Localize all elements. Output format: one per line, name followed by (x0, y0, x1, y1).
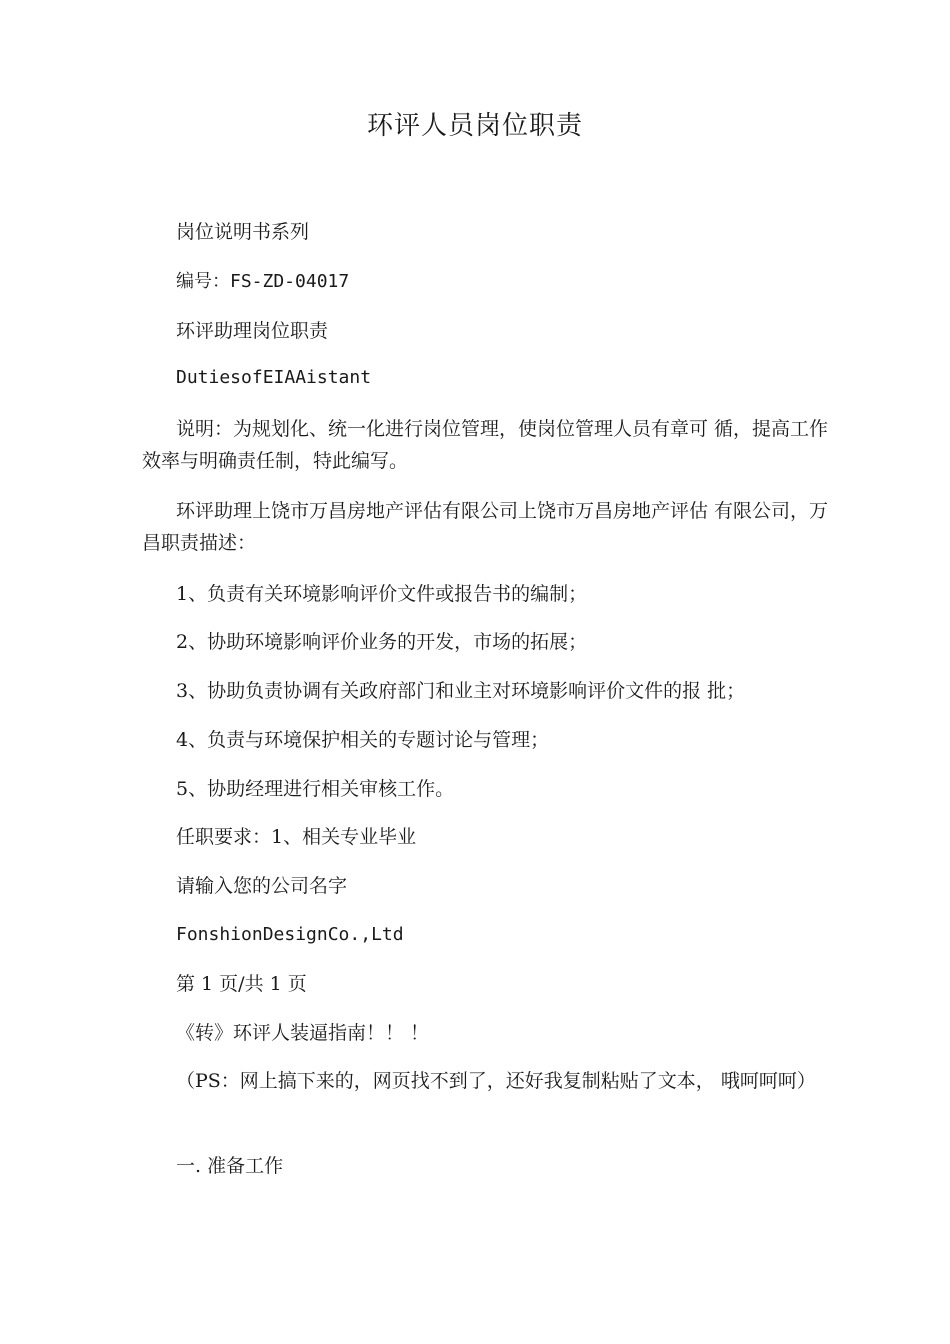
document-number: 编号：FS-ZD-04017 (176, 271, 350, 292)
document-title: 环评人员岗位职责 (366, 111, 583, 141)
company-name-placeholder: 请输入您的公司名字 (176, 875, 348, 897)
section-heading: 一. 准备工作 (176, 1155, 284, 1177)
position-title-en: DutiesofEIAAistant (176, 367, 372, 388)
company-name-en: FonshionDesignCo.,Ltd (176, 924, 404, 945)
company-paragraph: 环评助理上饶市万昌房地产评估有限公司上饶市万昌房地产评估 有限公司，万昌职责描述： (142, 500, 829, 554)
position-title: 环评助理岗位职责 (176, 320, 329, 342)
requirements-line: 任职要求：1、相关专业毕业 (176, 826, 417, 848)
duty-item-5: 5、协助经理进行相关审核工作。 (176, 778, 455, 800)
ps-note: （PS：网上搞下来的，网页找不到了，还好我复制粘贴了文本， 哦呵呵呵） (176, 1070, 816, 1092)
guide-heading: 《转》环评人装逼指南！！ ！ (176, 1022, 430, 1044)
duty-item-1: 1、负责有关环境影响评价文件或报告书的编制； (176, 583, 588, 605)
duty-item-4: 4、负责与环境保护相关的专题讨论与管理； (176, 729, 550, 751)
series-line: 岗位说明书系列 (176, 221, 310, 243)
duty-item-3: 3、协助负责协调有关政府部门和业主对环境影响评价文件的报 批； (176, 680, 746, 702)
duty-item-2: 2、协助环境影响评价业务的开发，市场的拓展； (176, 631, 588, 653)
page-indicator: 第 1 页/共 1 页 (176, 973, 307, 995)
description-paragraph: 说明：为规划化、统一化进行岗位管理，使岗位管理人员有章可 循，提高工作效率与明确责任制，特此编写。 (142, 418, 829, 472)
